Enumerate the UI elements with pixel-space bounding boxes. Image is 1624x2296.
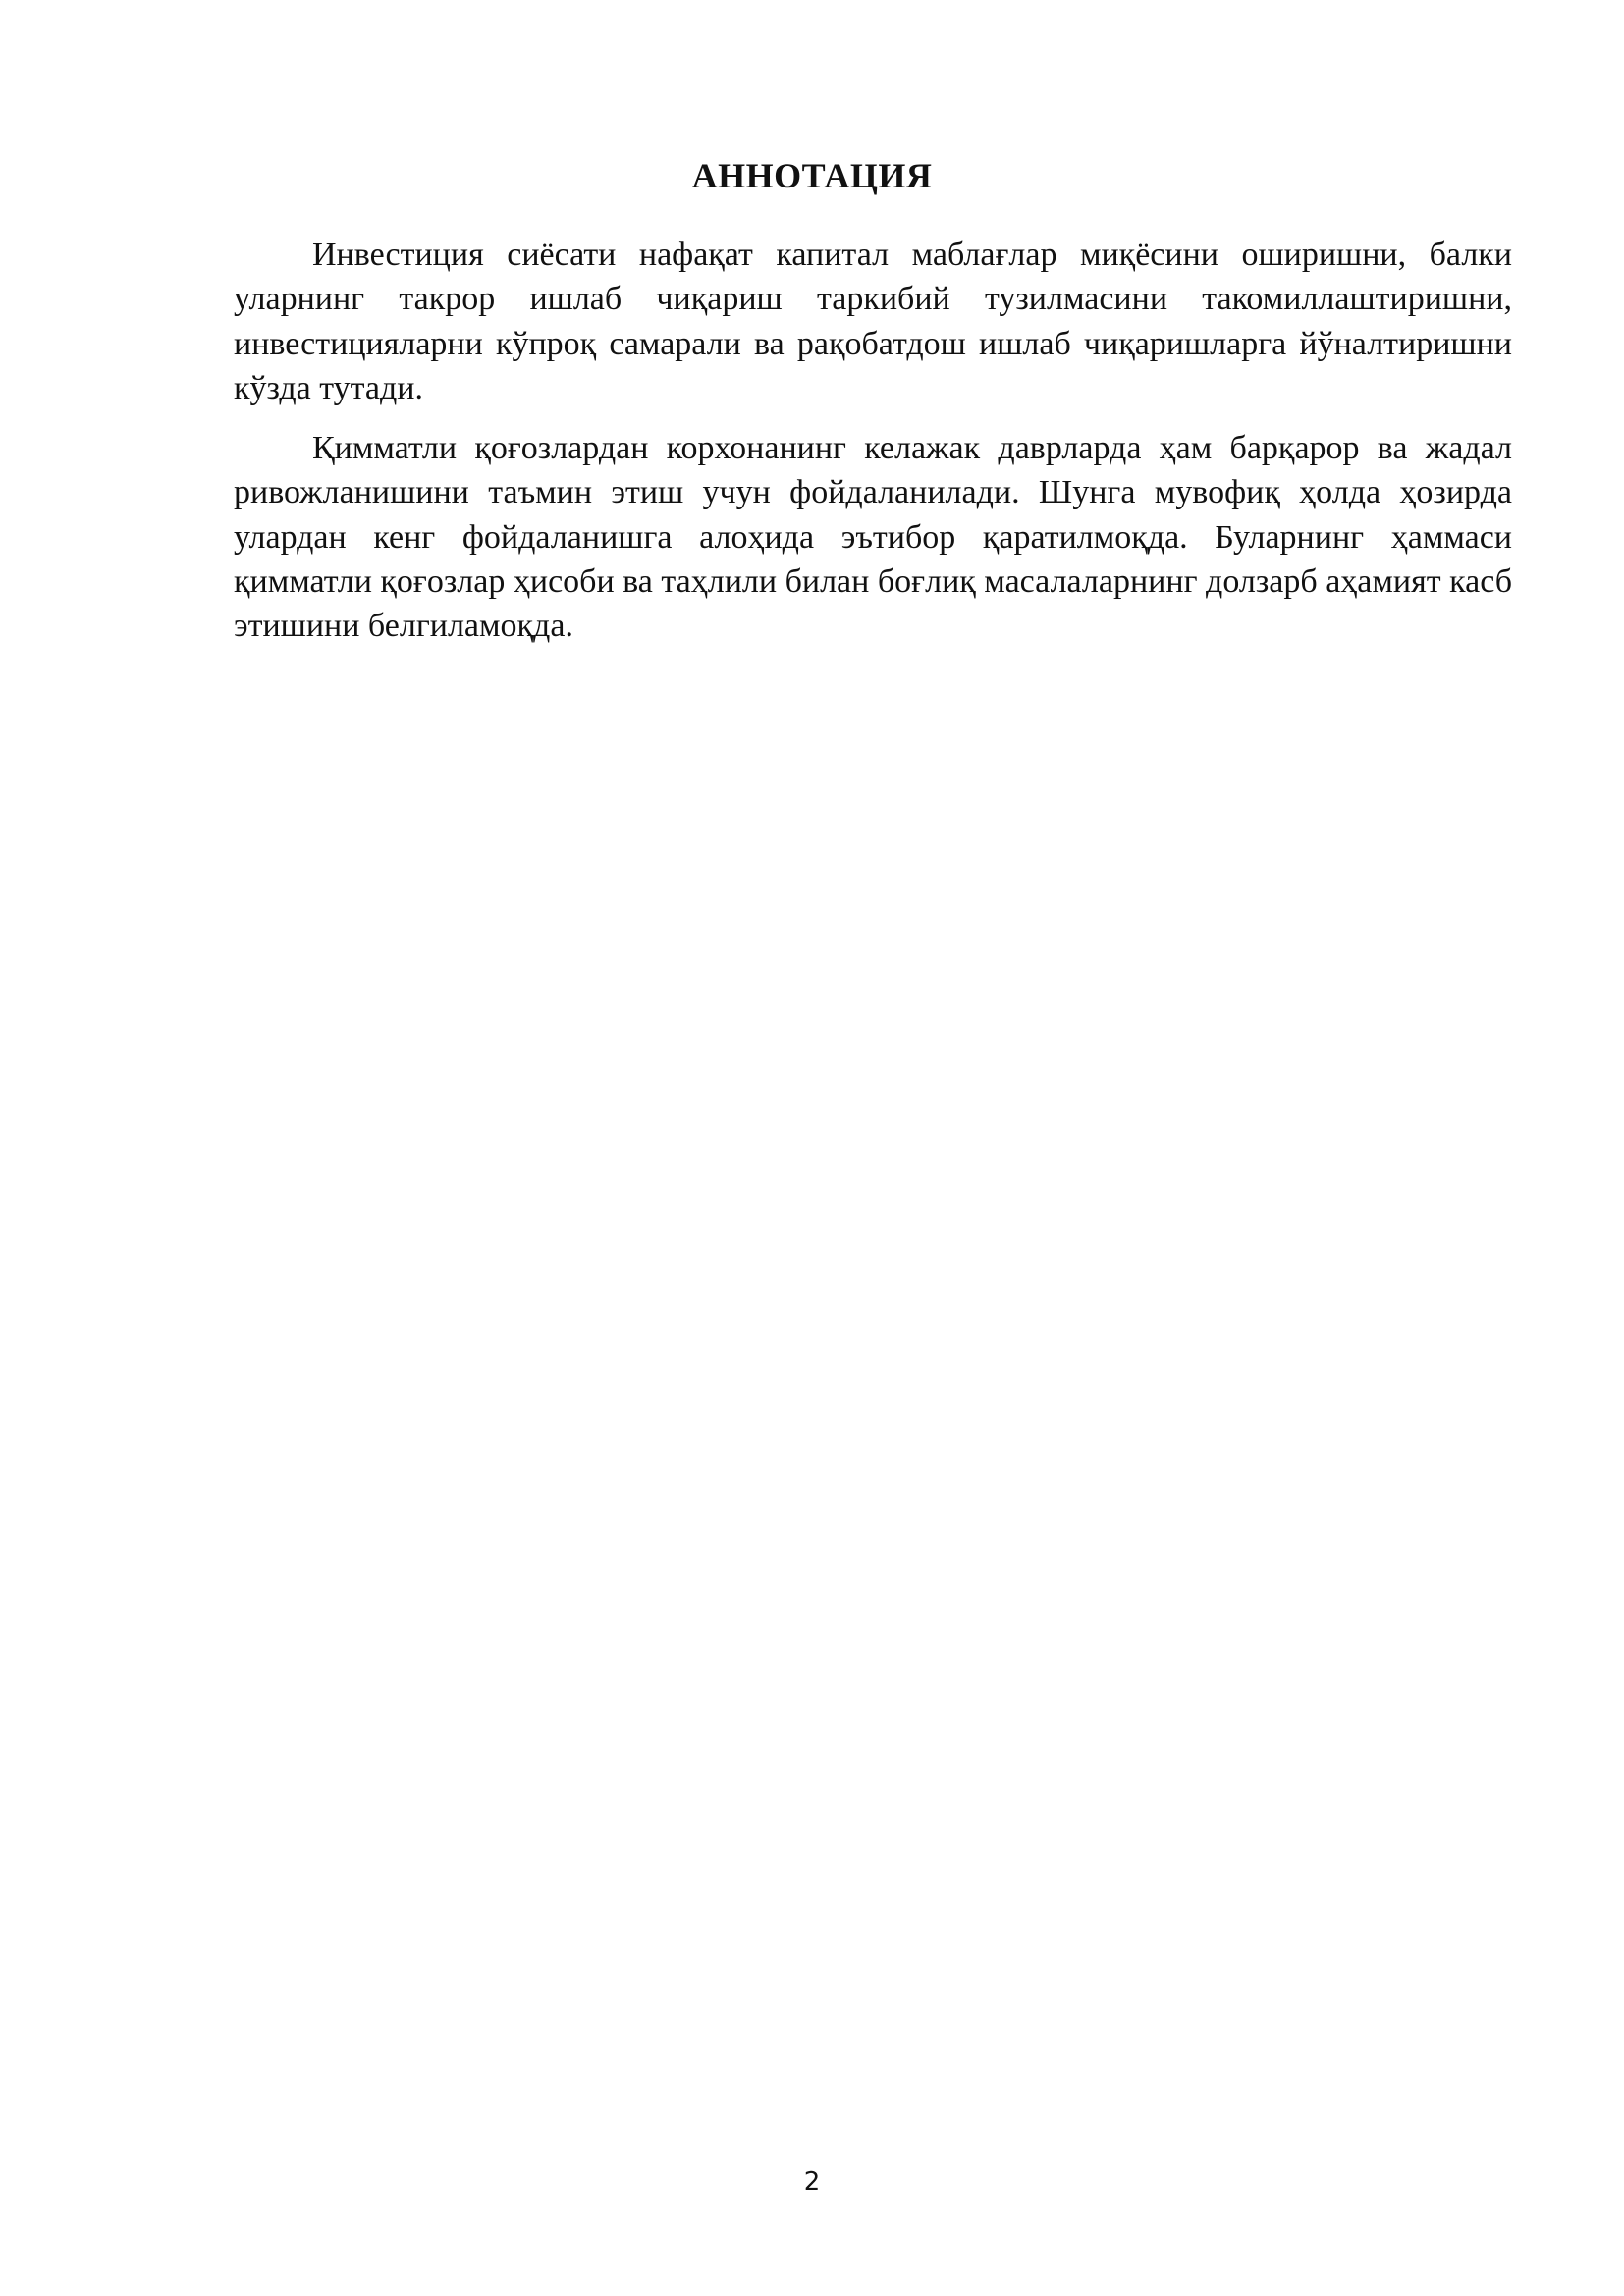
page-title: АННОТАЦИЯ — [691, 156, 933, 195]
paragraph-1: Инвестиция сиёсати нафақат капитал маблағлар миқёсини оширишни, балки уларнинг такрор ишлаб чиқариш таркибий тузилмасини такомиллаштиришни, инвестицияларни кўпроқ самарали ва рақобатдош ишлаб чиқаришларга йўналтиришни кўзда тутади. — [234, 237, 1512, 406]
annotation-body — [234, 233, 1512, 665]
page-number: 2 — [803, 2167, 821, 2197]
paragraph-2: Қимматли қоғозлардан корхонанинг келажак даврларда ҳам барқарор ва жадал ривожланишини таъмин этиш учун фойдаланилади. Шунга мувофиқ ҳолда ҳозирда улардан кенг фойдаланишга алоҳида эътибор қаратилмоқда. Буларнинг ҳаммаси қимматли қоғозлар ҳисоби ва таҳлили билан боғлиқ масалаларнинг долзарб аҳамият касб этишини белгиламоқда. — [234, 430, 1512, 645]
